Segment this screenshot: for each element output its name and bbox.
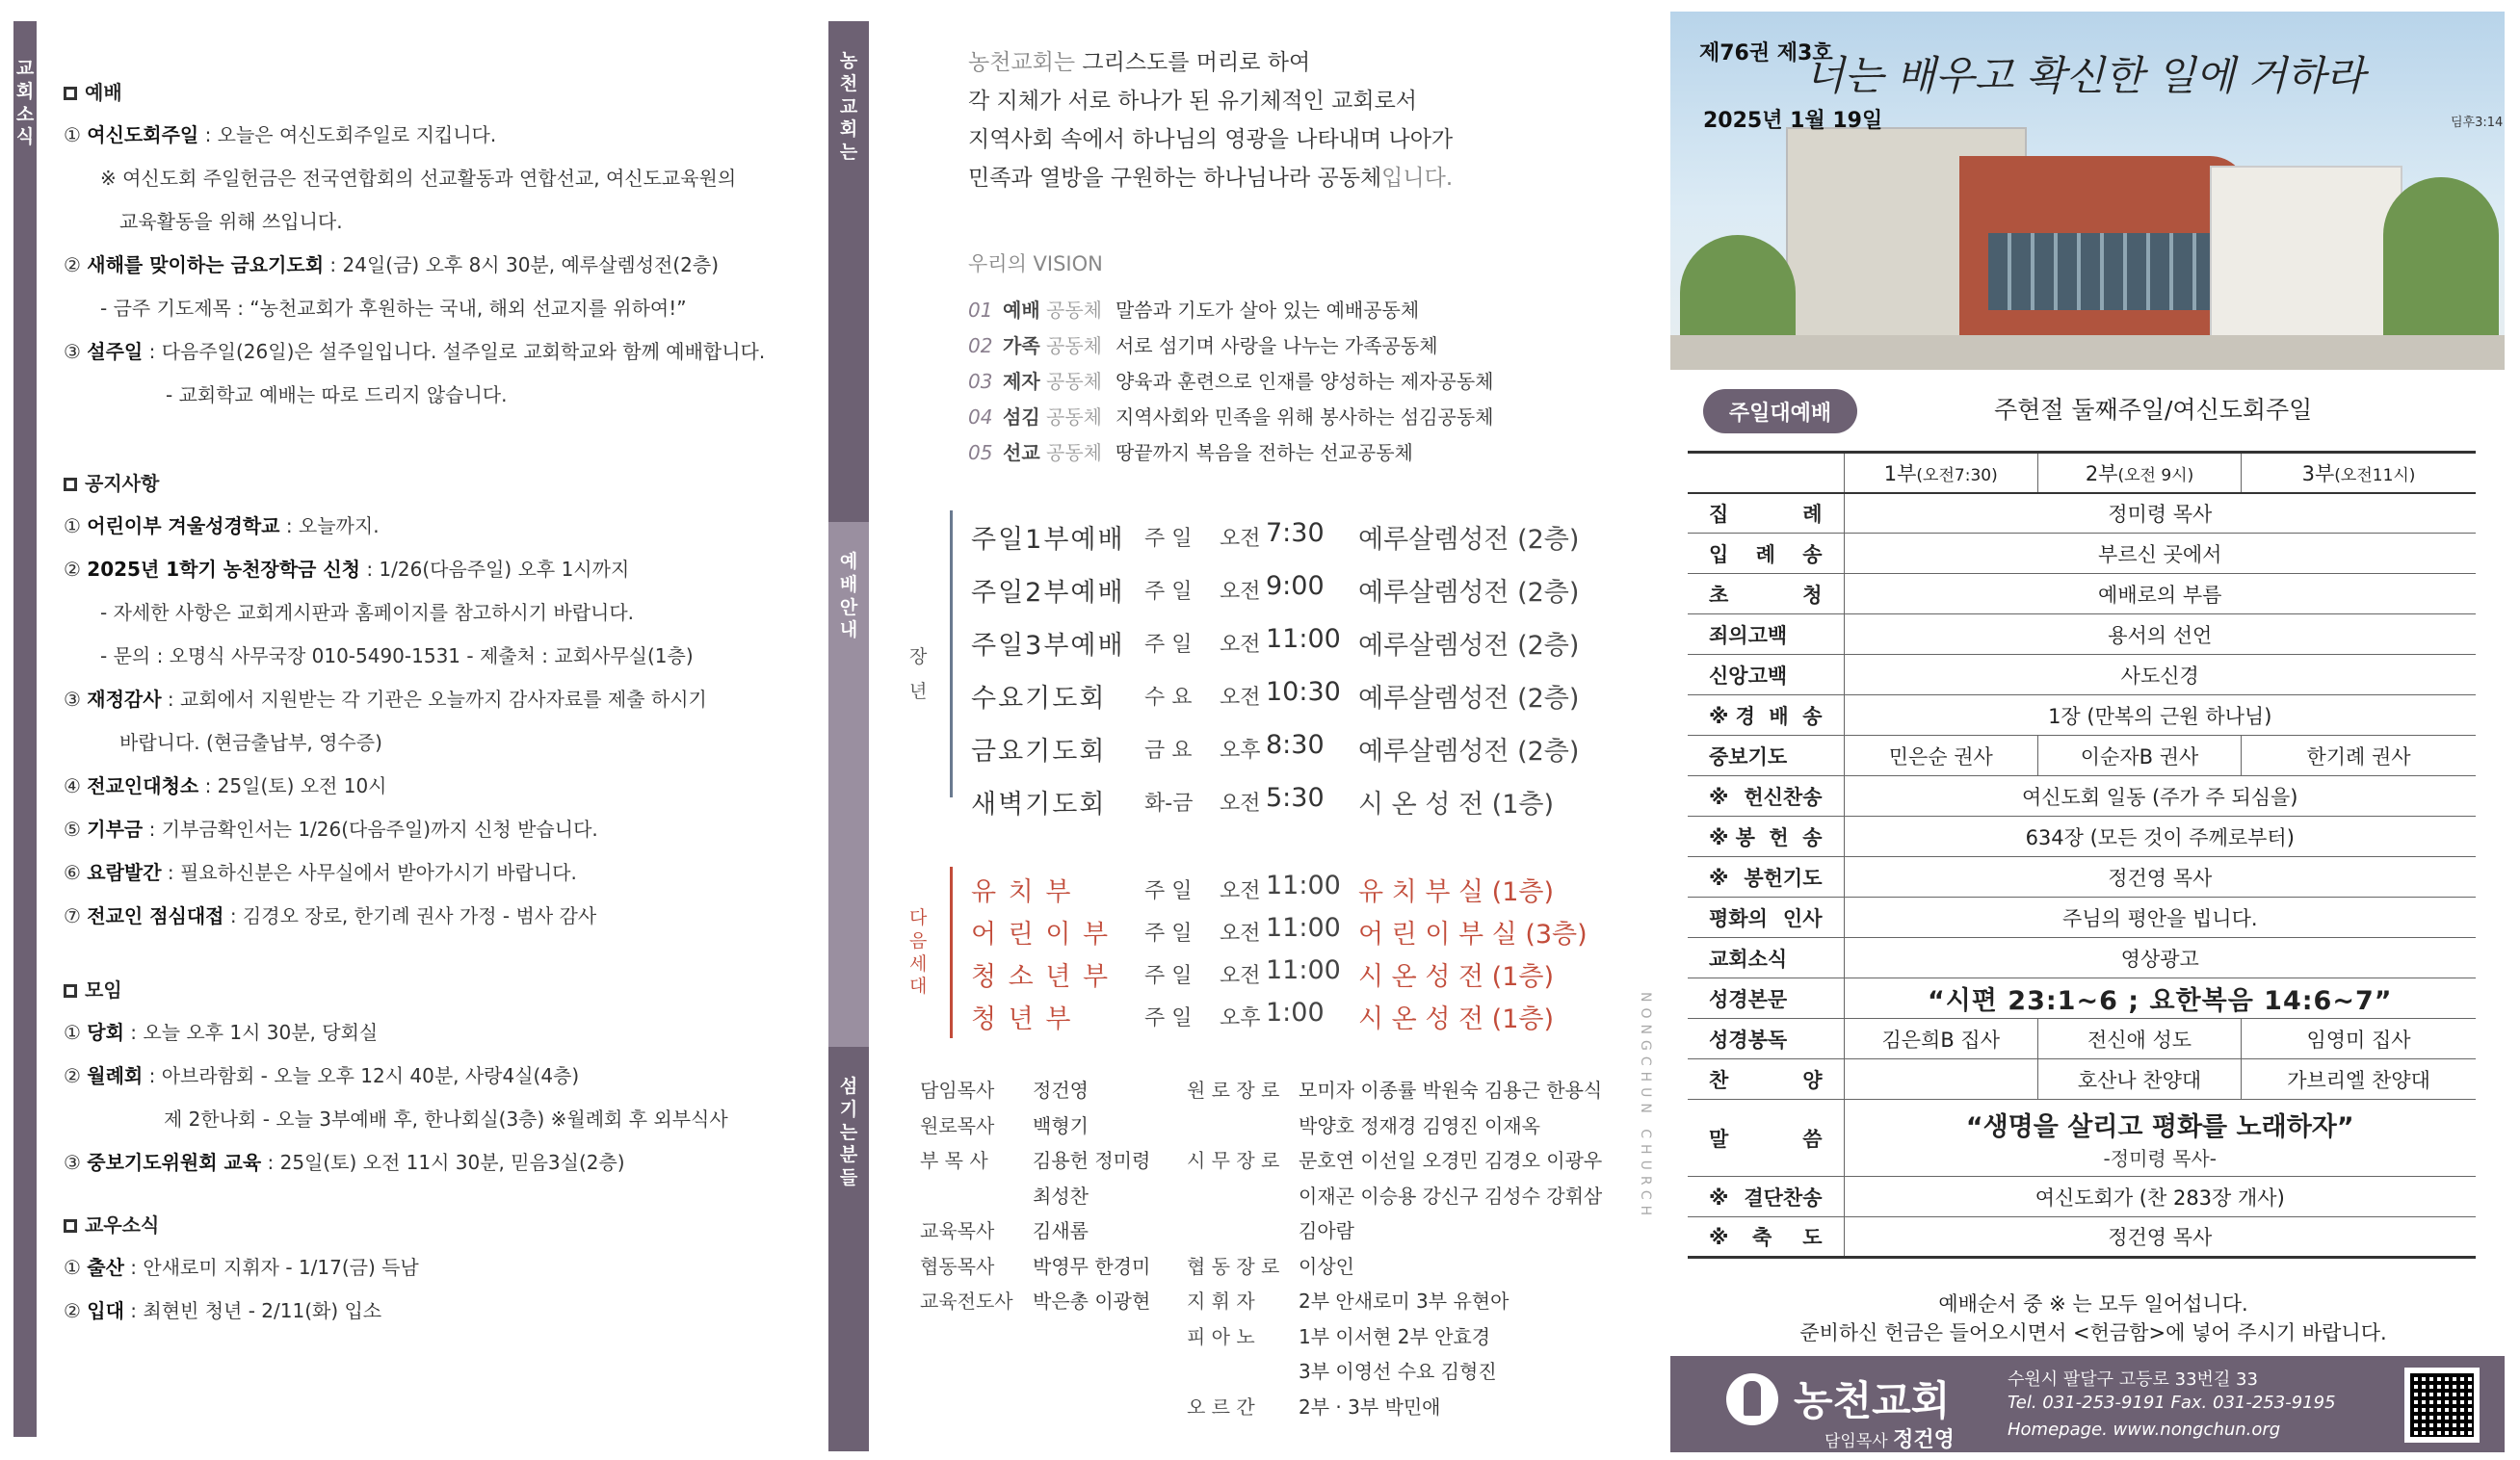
worship-row <box>971 571 1579 609</box>
worship-day: 주 일 <box>1144 527 1193 551</box>
section-title-text: 모임 <box>85 978 122 1002</box>
service-title: 주현절 둘째주일/여신도회주일 <box>1994 396 2313 424</box>
order-row: 찬 양 호산나 찬양대 가브리엘 찬양대 <box>1688 1059 2476 1100</box>
vision-item <box>968 437 1413 465</box>
service-2: 2부(오전 9시) <box>2037 453 2241 493</box>
church-news-panel <box>0 0 828 1460</box>
news-line <box>100 163 736 191</box>
line-text: : 25일(토) 오전 11시 30분, 믿음3실(2층) <box>261 1151 625 1174</box>
vision-keyword: 가족 <box>1003 334 1040 357</box>
vision-keyword: 제자 <box>1003 370 1040 393</box>
worship-place: 예루살렘성전 (2층) <box>1358 684 1580 714</box>
line-text: : 25일(토) 오전 10시 <box>198 774 387 797</box>
news-line <box>64 510 380 538</box>
line-text: 제 2한나회 - 오늘 3부예배 후, 한나회실(3층) ※월례회 후 외부식사 <box>164 1108 728 1131</box>
worship-place: 시 온 성 전 (1층) <box>1358 1004 1554 1034</box>
ground <box>1670 335 2505 370</box>
line-keyword: 여신도회주일 <box>87 123 199 146</box>
motto-reference: 딤후3:14 <box>2451 116 2504 130</box>
vision-title: 우리의 VISION <box>968 252 1103 275</box>
vision-number: 03 <box>968 370 993 393</box>
worship-place: 시 온 성 전 (1층) <box>1358 962 1554 992</box>
worship-row <box>971 624 1579 662</box>
worship-section-title <box>64 77 122 105</box>
line-text: 교육활동을 위해 쓰입니다. <box>119 210 343 233</box>
line-keyword: 설주일 <box>87 340 144 363</box>
news-line <box>119 206 343 234</box>
vertical-church-name: NONGCHUN CHURCH <box>1638 992 1653 1222</box>
news-line <box>64 554 629 582</box>
order-row: 입 례 송 부르신 곳에서 <box>1688 534 2476 574</box>
line-keyword: 기부금 <box>87 818 144 841</box>
line-keyword: 입대 <box>87 1299 124 1322</box>
staff-names: 3부 이영선 수요 김형진 <box>1299 1360 1497 1383</box>
worship-name: 주일3부예배 <box>971 631 1125 661</box>
line-number: ② <box>64 558 88 581</box>
line-number: ① <box>64 1256 88 1279</box>
staff-role: 부 목 사 <box>920 1149 988 1172</box>
line-text: : 오늘은 여신도회주일로 지킵니다. <box>198 123 497 146</box>
line-text: : 안새로미 지휘자 - 1/17(금) 득남 <box>123 1256 419 1279</box>
line-keyword: 출산 <box>87 1256 124 1279</box>
line-keyword: 당회 <box>87 1021 124 1044</box>
issue-date: 2025년 1월 19일 <box>1703 109 1883 133</box>
line-text: : 필요하신분은 사무실에서 받아가시기 바랍니다. <box>161 861 577 884</box>
line-text: : 1/26(다음주일) 오후 1시까지 <box>359 558 630 581</box>
vision-number: 01 <box>968 299 993 322</box>
news-line <box>64 1295 381 1323</box>
order-row: ※축 도 정건영 목사 <box>1688 1217 2476 1258</box>
meeting-section-title <box>64 975 122 1003</box>
senior-pastor: 담임목사 정건영 <box>1824 1428 1955 1452</box>
congregation-news-section-title <box>64 1210 159 1238</box>
notice-section-title <box>64 468 159 496</box>
line-number: ① <box>64 123 88 146</box>
news-line <box>64 119 496 147</box>
motto: 너는 배우고 확신한 일에 거하라 <box>1805 52 2365 99</box>
offering-note: 준비하신 헌금은 들어오시면서 <헌금함>에 넣어 주시기 바랍니다. <box>1799 1321 2387 1344</box>
worship-ampm: 오후 <box>1220 739 1261 763</box>
standing-note: 예배순서 중 ※ 는 모두 일어섭니다. <box>1938 1292 2248 1316</box>
news-line <box>100 597 634 625</box>
vision-suffix: 공동체 <box>1039 299 1102 322</box>
worship-day: 주 일 <box>1144 580 1193 604</box>
order-row: ※결단찬송 여신도회가 (찬 283장 개사) <box>1688 1177 2476 1217</box>
vision-suffix: 공동체 <box>1039 334 1102 357</box>
order-row: 평화의 인사 주님의 평안을 빕니다. <box>1688 898 2476 938</box>
worship-day: 주 일 <box>1144 1006 1193 1030</box>
line-keyword: 어린이부 겨울성경학교 <box>87 514 280 537</box>
section-title-text: 예배 <box>85 81 122 104</box>
worship-name: 수요기도회 <box>971 684 1107 714</box>
worship-name: 주일2부예배 <box>971 578 1125 608</box>
worship-day: 주 일 <box>1144 964 1193 988</box>
worship-day: 금 요 <box>1144 739 1193 763</box>
order-row: 신앙고백 사도신경 <box>1688 655 2476 695</box>
intro-line: 각 지체가 서로 하나가 된 유기체적인 교회로서 <box>968 89 1418 114</box>
vision-suffix: 공동체 <box>1039 370 1102 393</box>
worship-time: 11:00 <box>1266 871 1341 900</box>
worship-place: 예루살렘성전 (2층) <box>1358 525 1580 555</box>
line-text: : 김경오 장로, 한기례 권사 가정 - 범사 감사 <box>223 904 597 927</box>
vision-item <box>968 366 1493 394</box>
line-number: ① <box>64 514 88 537</box>
worship-time: 5:30 <box>1266 783 1325 813</box>
worship-place: 예루살렘성전 (2층) <box>1358 631 1580 661</box>
line-text: : 오늘까지. <box>279 514 380 537</box>
line-number: ③ <box>64 340 88 363</box>
square-bullet-icon <box>64 87 77 100</box>
worship-name: 어 린 이 부 <box>971 920 1111 950</box>
line-text: : 24일(금) 오후 8시 30분, 예루살렘성전(2층) <box>324 253 720 276</box>
worship-row <box>971 955 1554 993</box>
adult-label: 장 년 <box>909 646 928 703</box>
line-number: ② <box>64 1064 88 1087</box>
worship-ampm: 오전 <box>1220 580 1261 604</box>
news-line <box>64 900 596 928</box>
line-number: ② <box>64 1299 88 1322</box>
worship-place: 유 치 부 실 (1층) <box>1358 877 1554 907</box>
vision-desc: 서로 섬기며 사랑을 나누는 가족공동체 <box>1115 334 1438 357</box>
staff-role: 피 아 노 <box>1187 1324 1255 1348</box>
square-bullet-icon <box>64 478 77 491</box>
news-line <box>100 293 687 321</box>
news-line <box>64 770 387 798</box>
worship-row <box>971 730 1579 768</box>
staff-names: 김새롬 <box>1033 1219 1089 1242</box>
staff-names: 박양호 정재경 김영진 이재옥 <box>1299 1113 1540 1137</box>
staff-role: 시 무 장 로 <box>1187 1149 1280 1172</box>
staff-names: 문호연 이선일 오경민 김경오 이광우 <box>1299 1149 1603 1172</box>
news-line <box>64 336 765 364</box>
worship-name: 주일1부예배 <box>971 525 1125 555</box>
line-number: ⑤ <box>64 818 88 841</box>
line-number: ④ <box>64 774 88 797</box>
line-text: : 교회에서 지원받는 각 기관은 오늘까지 감사자료를 제출 하시기 <box>161 688 707 711</box>
issue-number: 제76권 제3호 <box>1699 41 1833 65</box>
worship-time: 1:00 <box>1266 998 1325 1028</box>
worship-ampm: 오후 <box>1220 1006 1261 1030</box>
order-row: 중보기도 민은순 권사 이순자B 권사 한기례 권사 <box>1688 736 2476 776</box>
staff-names: 모미자 이종률 박원숙 김용근 한용식 <box>1299 1079 1603 1102</box>
church-address: 수원시 팔달구 고등로 33번길 33 <box>2008 1369 2258 1390</box>
news-line <box>166 379 507 407</box>
news-line <box>64 1252 419 1280</box>
line-keyword: 재정감사 <box>87 688 162 711</box>
service-badge: 주일대예배 <box>1703 389 1857 433</box>
worship-row <box>971 871 1554 908</box>
worship-place: 시 온 성 전 (1층) <box>1358 790 1554 820</box>
worship-name: 금요기도회 <box>971 737 1107 767</box>
worship-day: 주 일 <box>1144 922 1193 946</box>
worship-time: 11:00 <box>1266 624 1341 654</box>
news-line <box>64 249 719 277</box>
vision-item <box>968 295 1419 323</box>
line-text: - 교회학교 예배는 따로 드리지 않습니다. <box>166 383 508 406</box>
line-number: ⑦ <box>64 904 88 927</box>
nextgen-bar <box>950 867 953 1038</box>
staff-role: 담임목사 <box>920 1079 995 1102</box>
worship-ampm: 오전 <box>1220 792 1261 816</box>
staff-role: 오 르 간 <box>1187 1395 1255 1419</box>
worship-time: 10:30 <box>1266 677 1341 707</box>
line-text: : 아브라함회 - 오늘 오후 12시 40분, 사랑4실(4층) <box>143 1064 580 1087</box>
staff-names: 박영무 한경미 <box>1033 1254 1151 1278</box>
worship-row <box>971 518 1579 556</box>
line-text: - 금주 기도제목 : “농천교회가 후원하는 국내, 해외 선교지를 위하여!” <box>100 297 687 320</box>
order-row: 교회소식 영상광고 <box>1688 938 2476 978</box>
worship-row <box>971 998 1554 1035</box>
vision-item <box>968 330 1438 358</box>
intro-line: 민족과 열방을 구원하는 하나님나라 공동체입니다. <box>968 166 1454 191</box>
line-text: 바랍니다. (현금출납부, 영수증) <box>119 731 382 754</box>
staff-names: 이재곤 이승용 강신구 김성수 강휘삼 <box>1299 1184 1603 1208</box>
order-row: 말 씀 “생명을 살리고 평화를 노래하자” -정미령 목사- <box>1688 1100 2476 1177</box>
church-info-panel <box>828 0 1667 1460</box>
worship-guide-band: 예 배 안 내 <box>828 522 869 1047</box>
news-line <box>64 1060 579 1088</box>
worship-ampm: 오전 <box>1220 964 1261 988</box>
order-row: ※헌신찬송 여신도회 일동 (주가 주 되심을) <box>1688 776 2476 817</box>
church-news-band: 교 회 소 식 <box>13 21 37 1437</box>
staff-role: 원로목사 <box>920 1113 995 1137</box>
worship-time: 11:00 <box>1266 913 1341 943</box>
vision-number: 02 <box>968 334 993 357</box>
staff-role: 협 동 장 로 <box>1187 1254 1280 1278</box>
staff-names: 정건영 <box>1033 1079 1089 1102</box>
line-number: ③ <box>64 688 88 711</box>
staff-role: 원 로 장 로 <box>1187 1079 1280 1102</box>
adult-bar <box>950 510 953 797</box>
vision-keyword: 선교 <box>1003 441 1040 464</box>
news-line <box>64 814 598 842</box>
line-keyword: 새해를 맞이하는 금요기도회 <box>87 253 325 276</box>
nextgen-label: 다 음 세 대 <box>909 907 928 998</box>
line-number: ③ <box>64 1151 88 1174</box>
worship-row <box>971 783 1554 821</box>
church-name: 농천교회 <box>1794 1377 1951 1424</box>
worship-day: 주 일 <box>1144 633 1193 657</box>
service-3: 3부(오전11시) <box>2242 453 2476 493</box>
vision-number: 05 <box>968 441 993 464</box>
worship-row <box>971 913 1588 951</box>
square-bullet-icon <box>64 984 77 998</box>
section-title-text: 교우소식 <box>85 1213 160 1237</box>
church-logo-icon <box>1726 1373 1778 1425</box>
vision-suffix: 공동체 <box>1039 441 1102 464</box>
church-phone: Tel. 031-253-9191 Fax. 031-253-9195 <box>2008 1393 2336 1413</box>
order-row: 죄의고백 용서의 선언 <box>1688 614 2476 655</box>
line-text: - 자세한 사항은 교회게시판과 홈페이지를 참고하시기 바랍니다. <box>100 601 635 624</box>
building-windows <box>1988 233 2229 310</box>
worship-ampm: 오전 <box>1220 527 1261 551</box>
line-text: - 문의 : 오명식 사무국장 010-5490-1531 - 제출처 : 교회사무실(1층) <box>100 644 694 667</box>
news-line <box>100 640 694 668</box>
vision-number: 04 <box>968 405 993 429</box>
worship-ampm: 오전 <box>1220 922 1261 946</box>
worship-name: 청 년 부 <box>971 1004 1073 1034</box>
line-keyword: 월례회 <box>87 1064 144 1087</box>
staff-role: 교육목사 <box>920 1219 995 1242</box>
worship-place: 어 린 이 부 실 (3층) <box>1358 920 1588 950</box>
staff-names: 최성찬 <box>1033 1184 1089 1208</box>
qr-code-icon <box>2404 1368 2480 1443</box>
servants-band: 섬 기 는 분 들 <box>828 1047 869 1451</box>
news-line <box>119 727 382 755</box>
vision-item <box>968 402 1493 430</box>
about-band: 농 천 교 회 는 <box>828 21 869 522</box>
line-text: : 오늘 오후 1시 30분, 당회실 <box>123 1021 379 1044</box>
staff-names: 김용헌 정미령 <box>1033 1149 1151 1172</box>
order-row: 초 청 예배로의 부름 <box>1688 574 2476 614</box>
staff-names: 김아람 <box>1299 1219 1354 1242</box>
vision-desc: 땅끝까지 복음을 전하는 선교공동체 <box>1115 441 1413 464</box>
staff-names: 박은총 이광현 <box>1033 1290 1151 1313</box>
line-keyword: 전교인 점심대접 <box>87 904 224 927</box>
order-row: 집 례 정미령 목사 <box>1688 493 2476 534</box>
line-keyword: 중보기도위원회 교육 <box>87 1151 262 1174</box>
worship-time: 8:30 <box>1266 730 1325 760</box>
order-row: 성경본문 “시편 23:1~6 ; 요한복음 14:6~7” <box>1688 978 2476 1019</box>
line-keyword: 요람발간 <box>87 861 162 884</box>
news-line <box>64 684 707 712</box>
worship-ampm: 오전 <box>1220 879 1261 903</box>
staff-names: 2부 안새로미 3부 유현아 <box>1299 1290 1509 1313</box>
worship-row <box>971 677 1579 715</box>
news-line <box>64 1017 378 1045</box>
line-number: ① <box>64 1021 88 1044</box>
staff-names: 백형기 <box>1033 1113 1089 1137</box>
section-title-text: 공지사항 <box>85 472 160 495</box>
worship-day: 화-금 <box>1144 792 1194 816</box>
vision-desc: 지역사회와 민족을 위해 봉사하는 섬김공동체 <box>1115 405 1494 429</box>
worship-ampm: 오전 <box>1220 686 1261 710</box>
order-row: ※봉헌기도 정건영 목사 <box>1688 857 2476 898</box>
service-1: 1부(오전7:30) <box>1844 453 2037 493</box>
line-text: : 다음주일(26일)은 설주일입니다. 설주일로 교회학교와 함께 예배합니다. <box>143 340 766 363</box>
worship-ampm: 오전 <box>1220 633 1261 657</box>
staff-names: 이상인 <box>1299 1254 1354 1278</box>
line-keyword: 전교인대청소 <box>87 774 199 797</box>
news-line <box>164 1104 728 1132</box>
worship-name: 유 치 부 <box>971 877 1073 907</box>
vision-keyword: 예배 <box>1003 299 1040 322</box>
vision-desc: 양육과 훈련으로 인재를 양성하는 제자공동체 <box>1115 370 1494 393</box>
worship-day: 주 일 <box>1144 879 1193 903</box>
line-number: ② <box>64 253 88 276</box>
worship-name: 청 소 년 부 <box>971 962 1111 992</box>
worship-place: 예루살렘성전 (2층) <box>1358 737 1580 767</box>
line-text: : 기부금확인서는 1/26(다음주일)까지 신청 받습니다. <box>143 818 598 841</box>
church-footer <box>1670 1356 2505 1452</box>
line-text: : 최현빈 청년 - 2/11(화) 입소 <box>123 1299 382 1322</box>
line-text: ※ 여신도회 주일헌금은 전국연합회의 선교활동과 연합선교, 여신도교육원의 <box>100 167 737 190</box>
order-row: ※봉 헌 송 634장 (모든 것이 주께로부터) <box>1688 817 2476 857</box>
preacher: -정미령 목사- <box>2103 1146 2217 1170</box>
order-row: 성경봉독 김은희B 집사 전신애 성도 임영미 집사 <box>1688 1019 2476 1059</box>
staff-role: 협동목사 <box>920 1254 995 1278</box>
vision-keyword: 섬김 <box>1003 405 1040 429</box>
worship-time: 7:30 <box>1266 518 1325 548</box>
sermon-title: “생명을 살리고 평화를 노래하자” <box>1965 1111 2354 1142</box>
order-row: ※경 배 송 1장 (만복의 근원 하나님) <box>1688 695 2476 736</box>
order-of-worship <box>1688 451 2476 1259</box>
worship-name: 새벽기도회 <box>971 790 1107 820</box>
intro-line: 지역사회 속에서 하나님의 영광을 나타내며 나아가 <box>968 127 1454 152</box>
news-line <box>64 857 577 885</box>
staff-role: 지 휘 자 <box>1187 1290 1255 1313</box>
cover-photo <box>1670 12 2505 370</box>
worship-time: 9:00 <box>1266 571 1325 601</box>
staff-role: 교육전도사 <box>920 1290 1013 1313</box>
square-bullet-icon <box>64 1219 77 1233</box>
worship-place: 예루살렘성전 (2층) <box>1358 578 1580 608</box>
church-homepage: Homepage. www.nongchun.org <box>2008 1420 2281 1440</box>
news-line <box>64 1147 625 1175</box>
vision-desc: 말씀과 기도가 살아 있는 예배공동체 <box>1115 299 1420 322</box>
staff-names: 2부 · 3부 박민애 <box>1299 1395 1441 1419</box>
worship-day: 수 요 <box>1144 686 1193 710</box>
intro-line: 농천교회는 그리스도를 머리로 하여 <box>968 50 1311 75</box>
worship-time: 11:00 <box>1266 955 1341 985</box>
order-header <box>1688 453 2476 493</box>
line-keyword: 2025년 1학기 농천장학금 신청 <box>87 558 360 581</box>
line-number: ⑥ <box>64 861 88 884</box>
staff-names: 1부 이서현 2부 안효경 <box>1299 1324 1491 1348</box>
vision-suffix: 공동체 <box>1039 405 1102 429</box>
